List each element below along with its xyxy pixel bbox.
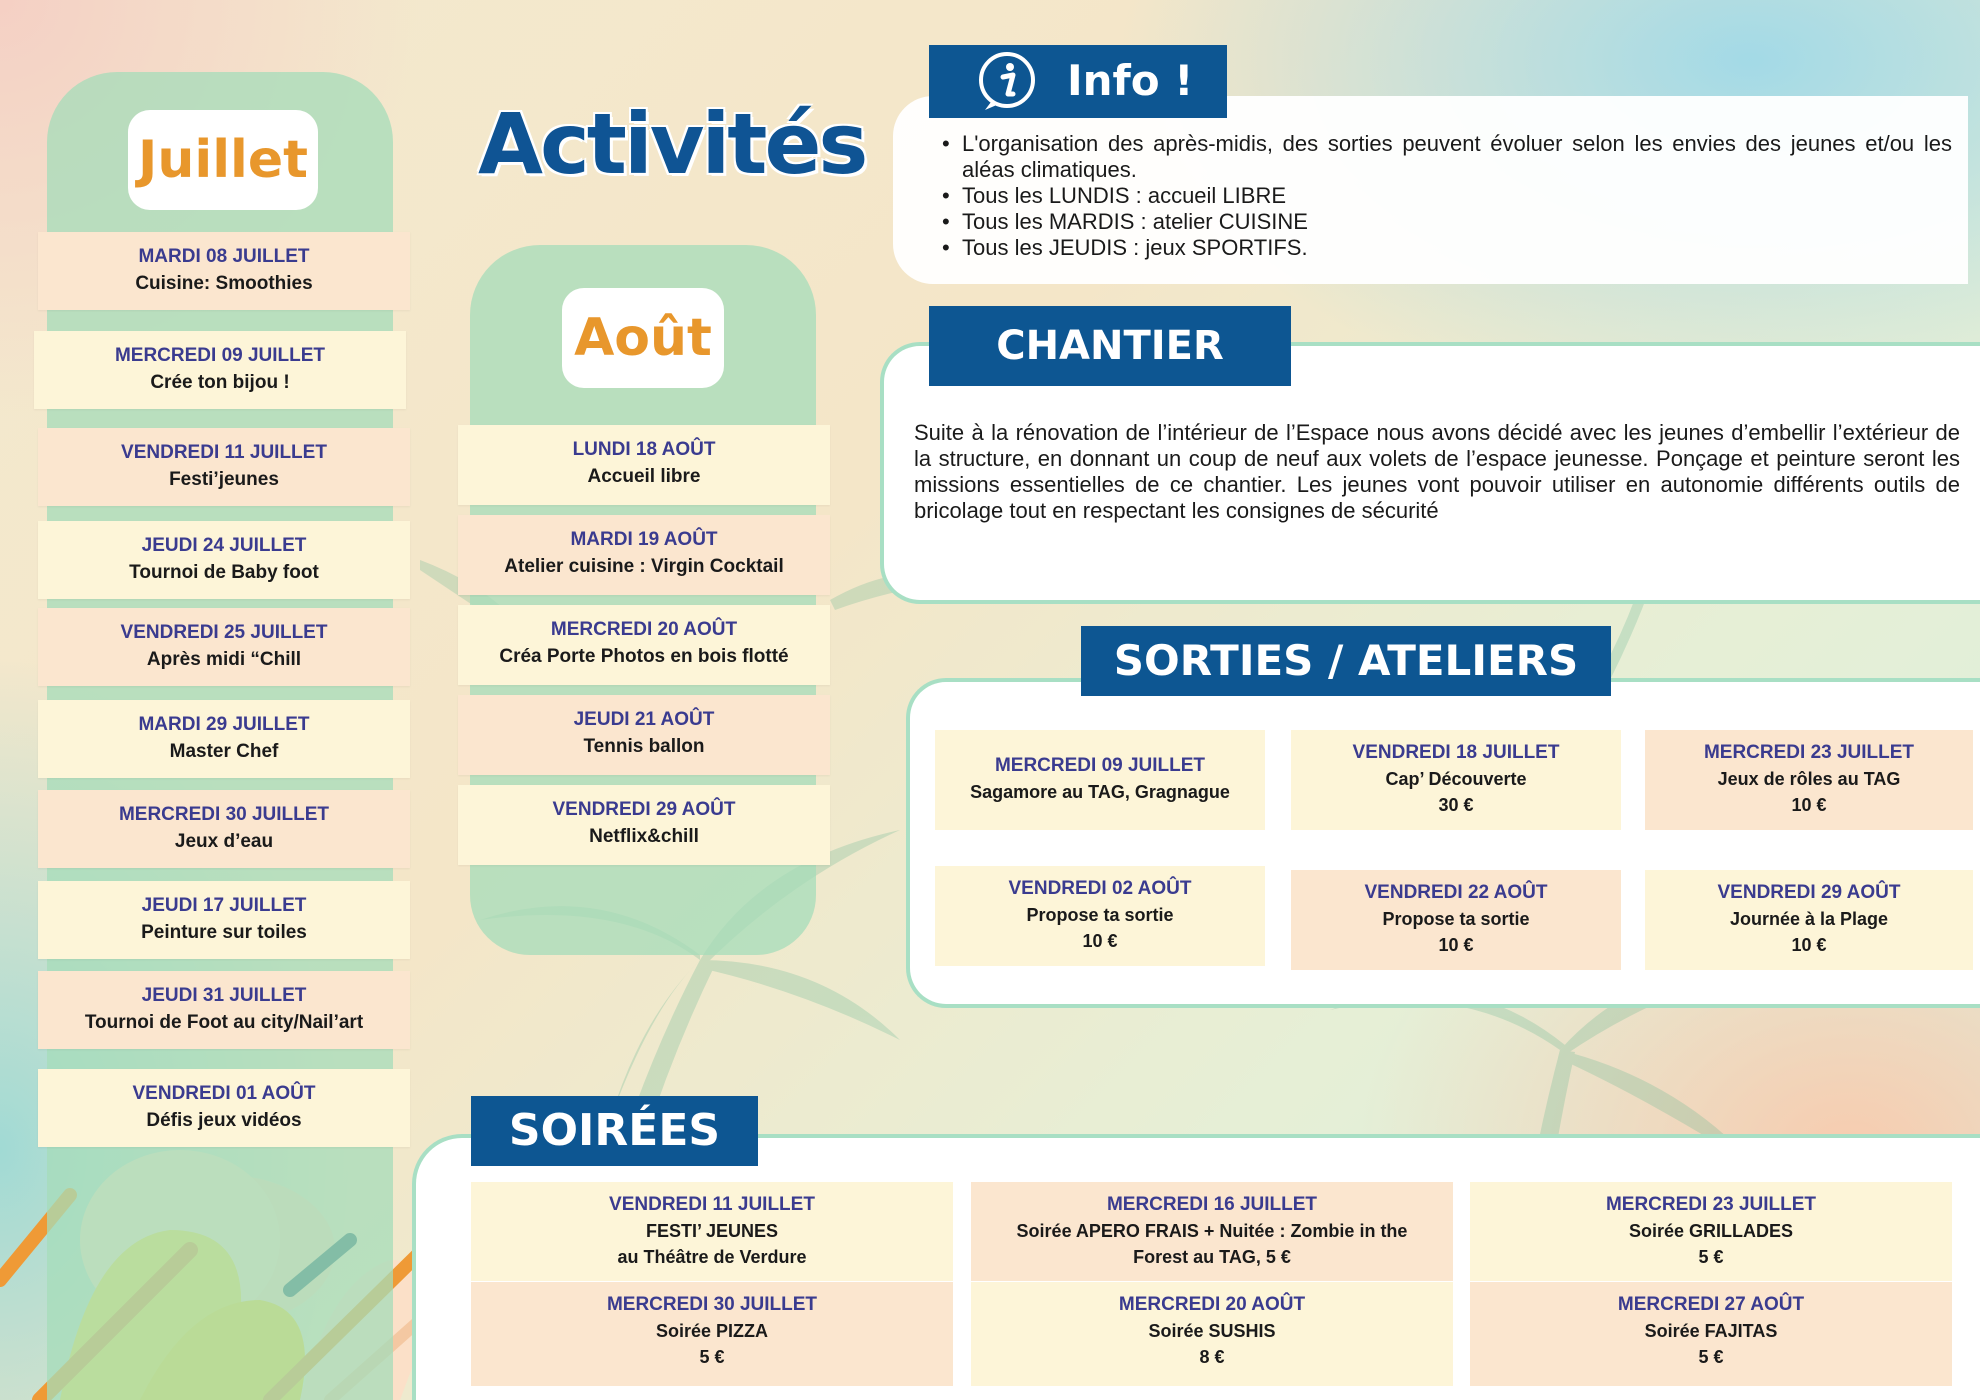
juillet-badge: Juillet [128, 110, 318, 210]
sortie-price: 10 € [1791, 935, 1827, 955]
info-bullet: • Tous les JEUDIS : jeux SPORTIFS. [942, 235, 1952, 261]
activity-date: MARDI 19 AOÛT [570, 529, 718, 550]
soiree-date: MERCREDI 27 AOÛT [1617, 1294, 1805, 1315]
sortie-card [1291, 730, 1621, 830]
soiree-line1: Soirée GRILLADES [1628, 1221, 1794, 1241]
soiree-date: MERCREDI 20 AOÛT [1118, 1294, 1306, 1315]
sortie-desc: Jeux de rôles au TAG [1717, 769, 1901, 789]
chantier-tab: CHANTIER [929, 306, 1291, 386]
activity-description: Atelier cuisine : Virgin Cocktail [504, 556, 784, 577]
activity-item [34, 331, 406, 409]
activity-description: Créa Porte Photos en bois flotté [499, 646, 789, 667]
activity-description: Master Chef [169, 741, 279, 762]
activity-description: Jeux d’eau [174, 831, 274, 852]
activity-description: Festi’jeunes [169, 469, 279, 490]
activity-date: MARDI 08 JUILLET [138, 246, 310, 267]
sortie-desc: Journée à la Plage [1729, 909, 1889, 929]
chantier-text: Suite à la rénovation de l’intérieur de l’Espace nous avons décidé avec les jeunes d’embellir l’extérieur de la structure, en donnant un coup de neuf aux volets de l’espace jeunesse. Ponçage et peinture seront les missions essentielles de ce chantier. Les jeunes vont pouvoir utiliser en autonomie différents outils de bricolage tout en respectant les consignes de sécurité [914, 420, 1960, 523]
activity-description: Cuisine: Smoothies [135, 273, 313, 294]
sortie-price: 10 € [1791, 795, 1827, 815]
sortie-desc: Propose ta sortie [1026, 905, 1174, 925]
page-title: Activités [478, 95, 866, 193]
activity-date: JEUDI 31 JUILLET [141, 985, 307, 1006]
sortie-price: 30 € [1438, 795, 1474, 815]
sortie-price: 10 € [1438, 935, 1474, 955]
activity-date: JEUDI 24 JUILLET [141, 535, 307, 556]
activity-date: VENDREDI 29 AOÛT [552, 799, 736, 820]
sortie-desc: Propose ta sortie [1382, 909, 1530, 929]
soiree-date: MERCREDI 23 JUILLET [1605, 1194, 1817, 1215]
activity-date: JEUDI 17 JUILLET [141, 895, 307, 916]
info-icon [977, 50, 1039, 112]
activity-date: MERCREDI 30 JUILLET [118, 804, 330, 825]
soiree-date: MERCREDI 16 JUILLET [1106, 1194, 1318, 1215]
soiree-card [1470, 1182, 1952, 1281]
soiree-line1: Soirée SUSHIS [1148, 1321, 1276, 1341]
soiree-line1: FESTI’ JEUNES [645, 1221, 779, 1241]
sortie-card [935, 730, 1265, 830]
activity-item [38, 881, 410, 959]
soiree-line2: 5 € [1698, 1247, 1724, 1267]
activity-item [38, 521, 410, 599]
soiree-line1: Soirée FAJITAS [1644, 1321, 1778, 1341]
activity-item [458, 695, 830, 775]
activity-item [38, 971, 410, 1049]
info-tab [929, 45, 1227, 118]
activity-item [38, 1069, 410, 1147]
activity-description: Tennis ballon [583, 736, 705, 757]
activity-description: Peinture sur toiles [141, 922, 307, 943]
sortie-card [1645, 870, 1973, 970]
info-list [942, 131, 1952, 261]
activity-item [38, 700, 410, 778]
info-title: Info ! [1067, 56, 1194, 105]
activity-item [38, 790, 410, 868]
soiree-card [1470, 1282, 1952, 1386]
activity-date: VENDREDI 25 JUILLET [120, 622, 328, 643]
activity-date: MERCREDI 20 AOÛT [550, 619, 738, 640]
activity-item [458, 425, 830, 505]
sortie-desc: Sagamore au TAG, Gragnague [970, 782, 1230, 802]
info-bullet: • L'organisation des après-midis, des sorties peuvent évoluer selon les envies des jeunes et/ou les aléas climatiques. [942, 131, 1952, 183]
sortie-date: MERCREDI 23 JUILLET [1703, 742, 1915, 763]
activity-date: MARDI 29 JUILLET [138, 714, 310, 735]
activity-description: Tournoi de Baby foot [129, 562, 319, 583]
activity-description: Crée ton bijou ! [150, 372, 290, 393]
sortie-card [935, 866, 1265, 966]
activity-item [458, 605, 830, 685]
soiree-date: VENDREDI 11 JUILLET [609, 1194, 815, 1215]
aout-badge: Août [562, 288, 724, 388]
soiree-card [471, 1182, 953, 1281]
sortie-date: VENDREDI 29 AOÛT [1717, 882, 1901, 903]
activity-item [38, 232, 410, 310]
soiree-line2: 5 € [1698, 1347, 1724, 1367]
soiree-line1: Soirée PIZZA [655, 1321, 769, 1341]
sortie-date: MERCREDI 09 JUILLET [994, 755, 1206, 776]
activity-date: JEUDI 21 AOÛT [573, 709, 715, 730]
sortie-price: 10 € [1082, 931, 1118, 951]
sortie-date: VENDREDI 02 AOÛT [1008, 878, 1192, 899]
activity-description: Netflix&chill [589, 826, 699, 847]
sorties-tab: SORTIES / ATELIERS [1081, 626, 1611, 696]
activity-date: VENDREDI 11 JUILLET [121, 442, 327, 463]
activity-description: Défis jeux vidéos [146, 1110, 302, 1131]
soiree-line1: Soirée APERO FRAIS + Nuitée : Zombie in the [1016, 1221, 1408, 1241]
info-bullet: • Tous les MARDIS : atelier CUISINE [942, 209, 1952, 235]
soiree-date: MERCREDI 30 JUILLET [606, 1294, 818, 1315]
soiree-line2: 5 € [699, 1347, 725, 1367]
activity-description: Tournoi de Foot au city/Nail’art [84, 1012, 364, 1033]
activity-item [458, 515, 830, 595]
activity-date: VENDREDI 01 AOÛT [132, 1083, 316, 1104]
activity-description: Après midi “Chill [146, 649, 302, 670]
sortie-card [1645, 730, 1973, 830]
activity-item [38, 428, 410, 506]
info-bullet: • Tous les LUNDIS : accueil LIBRE [942, 183, 1952, 209]
sortie-card [1291, 870, 1621, 970]
activity-date: LUNDI 18 AOÛT [572, 439, 716, 460]
activity-date: MERCREDI 09 JUILLET [114, 345, 326, 366]
soiree-card [971, 1282, 1453, 1386]
activity-item [38, 608, 410, 686]
sortie-date: VENDREDI 18 JUILLET [1352, 742, 1560, 763]
soirees-tab: SOIRÉES [471, 1096, 758, 1166]
soiree-line2: au Théâtre de Verdure [617, 1247, 807, 1267]
soiree-card [471, 1282, 953, 1386]
soiree-line2: 8 € [1199, 1347, 1225, 1367]
sortie-date: VENDREDI 22 AOÛT [1364, 882, 1548, 903]
soiree-line2: Forest au TAG, 5 € [1133, 1247, 1291, 1267]
soiree-card [971, 1182, 1453, 1281]
activity-description: Accueil libre [587, 466, 701, 487]
sortie-desc: Cap’ Découverte [1385, 769, 1527, 789]
activity-item [458, 785, 830, 865]
